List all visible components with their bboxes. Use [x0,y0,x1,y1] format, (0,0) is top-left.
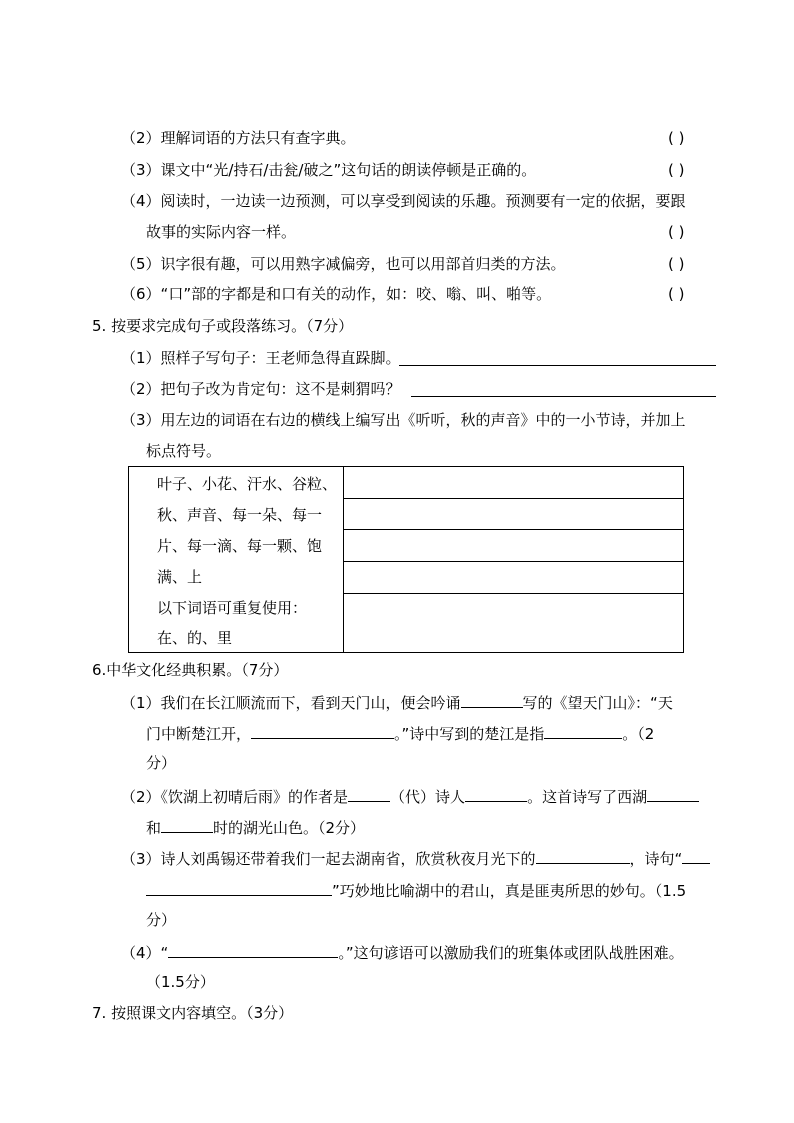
q5-item-1: （1）照样子写句子：王老师急得直跺脚。 [121,349,401,367]
q7-heading: 7. 按照课文内容填空。（3分） [92,1004,294,1022]
q6-item-1-line-3: 分） [146,754,177,772]
poet-blank[interactable] [465,785,527,802]
q6-item-1-text: 门中断楚江开， [146,725,252,743]
answer-paren[interactable]: ( ) [668,129,685,147]
word-list-line: 在、的、里 [157,629,233,647]
q6-item-1-line-2 [146,722,654,744]
poem-line[interactable] [344,561,683,562]
poet-name-blank[interactable] [461,691,523,708]
poem-line-blank[interactable] [251,722,394,739]
judgement-item-4-cont: 故事的实际内容一样。 [146,223,297,241]
judgement-item-4: （4）阅读时，一边读一边预测，可以享受到阅读的乐趣。预测要有一定的依据，要跟 [121,192,686,210]
q6-item-2-text: （代）诗人 [390,788,466,806]
answer-paren[interactable]: ( ) [668,161,685,179]
verse-blank-start[interactable] [682,847,710,864]
judgement-item-6: （6）“口”部的字都是和口有关的动作，如：咬、嗡、叫、啪等。 [121,285,552,303]
q6-item-4-text: 。”这句谚语可以激励我们的班集体或团队战胜困难。 [338,944,684,962]
q5-item-3: （3）用左边的词语在右边的横线上编写出《听听，秋的声音》中的一小节诗，并加上 [121,411,686,429]
judgement-item-2: （2）理解词语的方法只有查字典。 [121,129,356,147]
q5-heading: 5. 按要求完成句子或段落练习。（7分） [92,317,354,335]
word-list-line: 片、每一滴、每一颗、饱 [157,537,323,555]
q6-item-2-text: 时的湖光山色。（2分） [213,819,366,837]
word-list-note: 以下词语可重复使用： [157,599,308,617]
q6-item-2-text: （2）《饮湖上初晴后雨》的作者是 [121,788,349,806]
answer-paren[interactable]: ( ) [668,255,685,273]
dynasty-blank[interactable] [348,785,390,802]
scenery-blank[interactable] [536,847,630,864]
q6-item-1-text: （1）我们在长江顺流而下，看到天门山，便会吟诵 [121,694,461,712]
q6-item-1-text: 写的《望天门山》：“天 [522,694,673,712]
word-list-line: 秋、声音、每一朵、每一 [157,506,323,524]
q6-heading: 6.中华文化经典积累。（7分） [92,661,289,679]
q6-item-2-line-1 [121,785,699,807]
q6-item-1-text: 。（2 [622,725,655,743]
q6-item-1-text: 。”诗中写到的楚江是指 [394,725,545,743]
q6-item-2-line-2 [146,816,365,838]
word-list-line: 满、上 [157,568,203,586]
poem-line[interactable] [344,593,683,594]
poem-line[interactable] [344,498,683,499]
answer-paren[interactable]: ( ) [668,285,685,303]
q6-item-4-line-2: （1.5分） [146,973,215,991]
chujiang-blank[interactable] [544,722,622,739]
verse-blank-end[interactable] [146,879,332,896]
answer-paren[interactable]: ( ) [668,223,685,241]
q6-item-3-line-2 [146,879,686,901]
table-divider [343,467,344,652]
q6-item-3-text: ”巧妙地比喻湖中的君山，真是匪夷所思的妙句。（1.5 [332,882,687,900]
poem-writing-table [128,466,684,653]
q5-item-2-answer-line[interactable] [411,396,716,397]
word-list-line: 叶子、小花、汗水、谷粒、 [157,475,338,493]
q6-item-2-text: 和 [146,819,162,837]
q6-item-3-text: ，诗句“ [629,850,683,868]
proverb-blank[interactable] [168,941,338,958]
weather-blank-2[interactable] [161,816,213,833]
q6-item-3-line-1 [121,847,710,869]
poem-line[interactable] [344,529,683,530]
q6-item-1-line-1 [121,691,673,713]
judgement-item-3: （3）课文中“光/持石/击瓮/破之”这句话的朗读停顿是正确的。 [121,161,537,179]
q5-item-3-cont: 标点符号。 [146,442,222,460]
q5-item-2: （2）把句子改为肯定句：这不是刺猬吗？ [121,380,401,398]
q6-item-4-line-1 [121,941,684,963]
q6-item-2-text: 。这首诗写了西湖 [527,788,648,806]
weather-blank-1[interactable] [647,785,699,802]
q6-item-4-text: （4）“ [121,944,169,962]
q6-item-3-line-3: 分） [146,911,177,929]
judgement-item-5: （5）识字很有趣，可以用熟字减偏旁，也可以用部首归类的方法。 [121,255,566,273]
q5-item-1-answer-line[interactable] [399,365,716,366]
q6-item-3-text: （3）诗人刘禹锡还带着我们一起去湖南省，欣赏秋夜月光下的 [121,850,536,868]
